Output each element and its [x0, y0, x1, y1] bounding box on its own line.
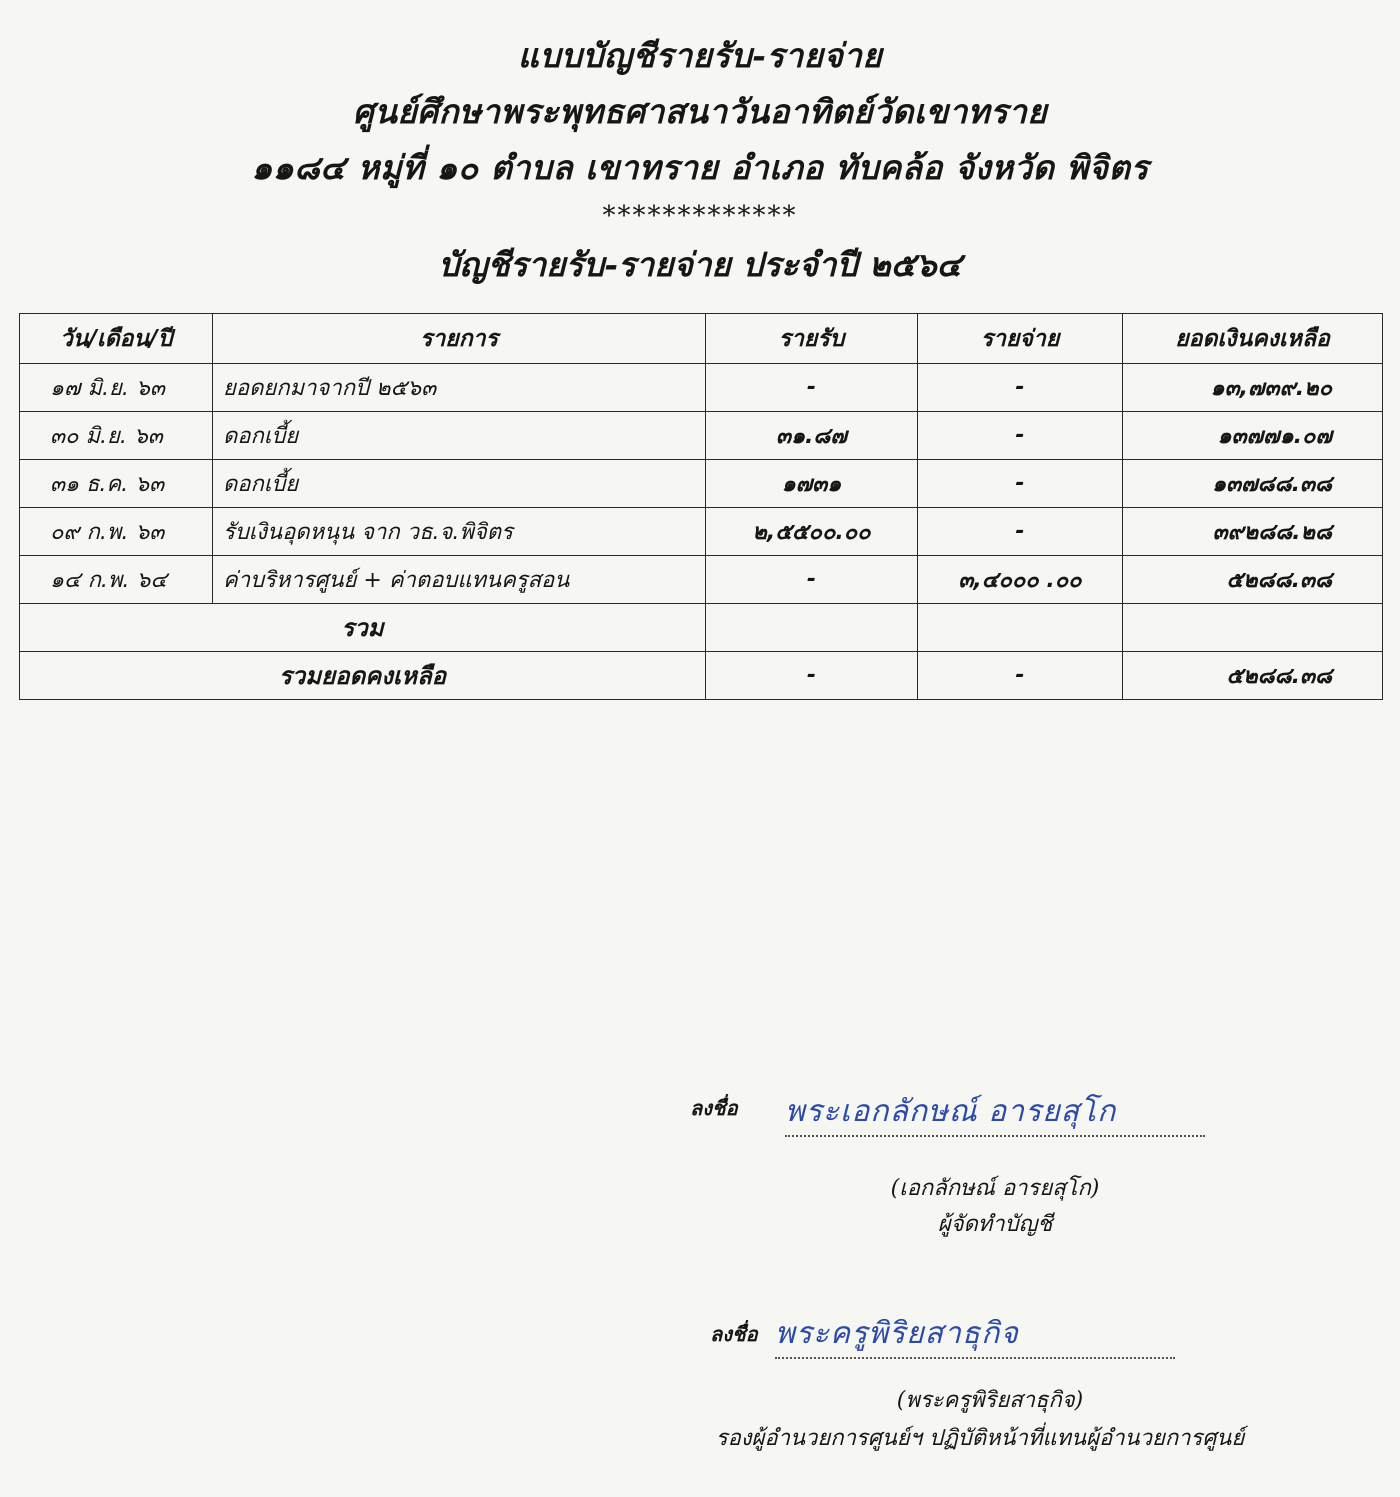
row-date: ๓๑ ธ.ค. ๖๓	[20, 460, 213, 508]
row-date: ๑๔ ก.พ. ๖๔	[20, 556, 213, 604]
column-header-date: วัน/เดือน/ปี	[20, 314, 213, 364]
row-item: ค่าบริหารศูนย์ + ค่าตอบแทนครูสอน	[213, 556, 706, 604]
row-date: ๓๐ มิ.ย. ๖๓	[20, 412, 213, 460]
signature-2-role: รองผู้อำนวยการศูนย์ฯ ปฏิบัติหน้าที่แทนผู้อำนวยการศูนย์	[715, 1426, 1245, 1451]
signature-2-handwriting: พระครูพิริยสาธุกิจ	[775, 1310, 1175, 1359]
column-header-balance: ยอดเงินคงเหลือ	[1123, 314, 1383, 364]
row-date: ๑๗ มิ.ย. ๖๓	[20, 364, 213, 412]
row-expense: -	[918, 508, 1123, 556]
signature-1-label: ลงชื่อ	[690, 1096, 738, 1120]
row-income: -	[706, 364, 918, 412]
signature-1-handwriting: พระเอกลักษณ์ อารยสุโก	[785, 1088, 1205, 1137]
header-line-1: แบบบัญชีรายรับ-รายจ่าย	[517, 36, 883, 75]
table-row	[20, 556, 1383, 604]
document-header	[0, 28, 1400, 292]
row-balance: ๑๓,๗๓๙.๒๐	[1123, 364, 1383, 412]
table-row	[20, 508, 1383, 556]
row-expense: ๓,๔๐๐๐ .๐๐	[918, 556, 1123, 604]
row-date: ๐๙ ก.พ. ๖๓	[20, 508, 213, 556]
table-header-row	[20, 314, 1383, 364]
sum-income-cell	[706, 604, 918, 652]
row-expense: -	[918, 364, 1123, 412]
total-label: รวมยอดคงเหลือ	[20, 652, 706, 700]
table-row	[20, 364, 1383, 412]
row-balance: ๑๓๗๘๘.๓๘	[1123, 460, 1383, 508]
total-row	[20, 652, 1383, 700]
column-header-item: รายการ	[213, 314, 706, 364]
column-header-income: รายรับ	[706, 314, 918, 364]
row-expense: -	[918, 460, 1123, 508]
row-balance: ๑๓๗๗๑.๐๗	[1123, 412, 1383, 460]
signature-1-role: ผู้จัดทำบัญชี	[937, 1212, 1053, 1237]
total-expense: -	[918, 652, 1123, 700]
total-income: -	[706, 652, 918, 700]
row-income: ๓๑.๘๗	[706, 412, 918, 460]
signature-2-name: (พระครูพิริยสาธุกิจ)	[896, 1388, 1084, 1413]
sum-expense-cell	[918, 604, 1123, 652]
row-income: ๑๗๓๑	[706, 460, 918, 508]
row-balance: ๕๒๘๘.๓๘	[1123, 556, 1383, 604]
ledger-subtitle: บัญชีรายรับ-รายจ่าย ประจำปี ๒๕๖๔	[438, 245, 962, 284]
row-income: ๒,๕๕๐๐.๐๐	[706, 508, 918, 556]
header-line-2: ศูนย์ศึกษาพระพุทธศาสนาวันอาทิตย์วัดเขาทราย	[352, 92, 1048, 131]
table-row	[20, 460, 1383, 508]
sum-row	[20, 604, 1383, 652]
sum-label: รวม	[20, 604, 706, 652]
row-item: รับเงินอุดหนุน จาก วธ.จ.พิจิตร	[213, 508, 706, 556]
total-balance: ๕๒๘๘.๓๘	[1123, 652, 1383, 700]
signature-1-name: (เอกลักษณ์ อารยสุโก)	[890, 1176, 1100, 1201]
row-balance: ๓๙๒๘๘.๒๘	[1123, 508, 1383, 556]
column-header-expense: รายจ่าย	[918, 314, 1123, 364]
header-line-3: ๑๑๘๔ หมู่ที่ ๑๐ ตำบล เขาทราย อำเภอ ทับคล้อ จังหวัด พิจิตร	[251, 148, 1149, 187]
row-item: ดอกเบี้ย	[213, 460, 706, 508]
table-row	[20, 412, 1383, 460]
row-item: ยอดยกมาจากปี ๒๕๖๓	[213, 364, 706, 412]
ledger-table	[19, 313, 1383, 700]
sum-balance-cell	[1123, 604, 1383, 652]
signature-2-label: ลงชื่อ	[710, 1322, 758, 1346]
row-expense: -	[918, 412, 1123, 460]
star-separator: *************	[602, 201, 798, 231]
row-income: -	[706, 556, 918, 604]
row-item: ดอกเบี้ย	[213, 412, 706, 460]
